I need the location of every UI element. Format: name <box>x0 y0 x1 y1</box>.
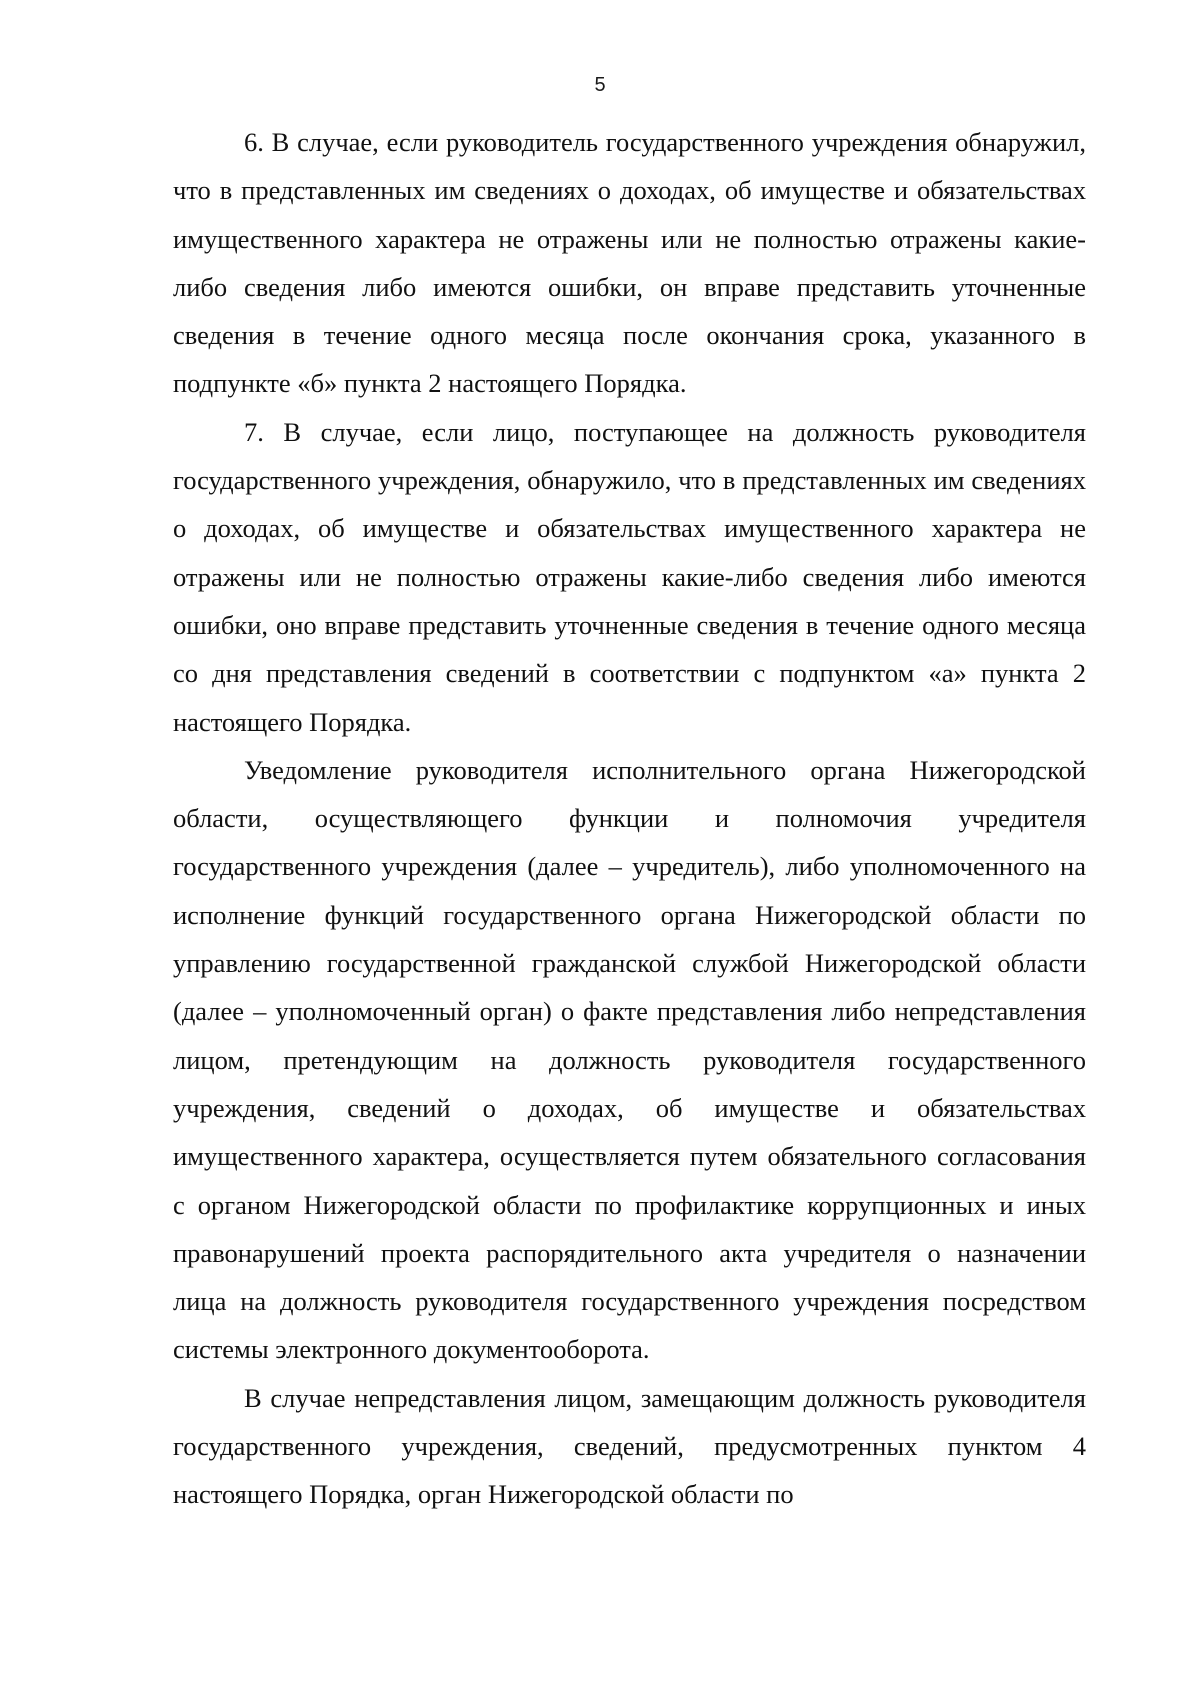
page-number: 5 <box>594 74 606 96</box>
paragraph-clause-7: 7. В случае, если лицо, поступающее на должность руководителя государственного учреждения, обнаружило, что в представленных им сведениях о доходах, об имуществе и обязательствах имущественного характера не отражены или не полностью отражены какие-либо сведения либо имеются ошибки, оно вправе представить уточненные сведения в течение одного месяца со дня представления сведений в соответствии с подпунктом «а» пункта 2 настоящего Порядка. <box>173 416 1086 737</box>
paragraph-non-submission: В случае непредставления лицом, замещающим должность руководителя государственного учреждения, сведений, предусмотренных пунктом 4 настоящего Порядка, орган Нижегородской области по <box>173 1382 1086 1510</box>
paragraph-clause-6: 6. В случае, если руководитель государственного учреждения обнаружил, что в представленных им сведениях о доходах, об имуществе и обязательствах имущественного характера не отражены или не полностью отражены какие-либо сведения либо имеются ошибки, он вправе представить уточненные сведения в течение одного месяца после окончания срока, указанного в подпункте «б» пункта 2 настоящего Порядка. <box>173 127 1086 399</box>
document-body <box>173 118 1086 1519</box>
paragraph-notification: Уведомление руководителя исполнительного органа Нижегородской области, осуществляющего функции и полномочия учредителя государственного учреждения (далее – учредитель), либо уполномоченного на исполнение функций государственного органа Нижегородской области по управлению государственной гражданской службой Нижегородской области (далее – уполномоченный орган) о факте представления либо непредставления лицом, претендующим на должность руководителя государственного учреждения, сведений о доходах, об имуществе и обязательствах имущественного характера, осуществляется путем обязательного согласования с органом Нижегородской области по профилактике коррупционных и иных правонарушений проекта распорядительного акта учредителя о назначении лица на должность руководителя государственного учреждения посредством системы электронного документооборота. <box>173 754 1086 1365</box>
